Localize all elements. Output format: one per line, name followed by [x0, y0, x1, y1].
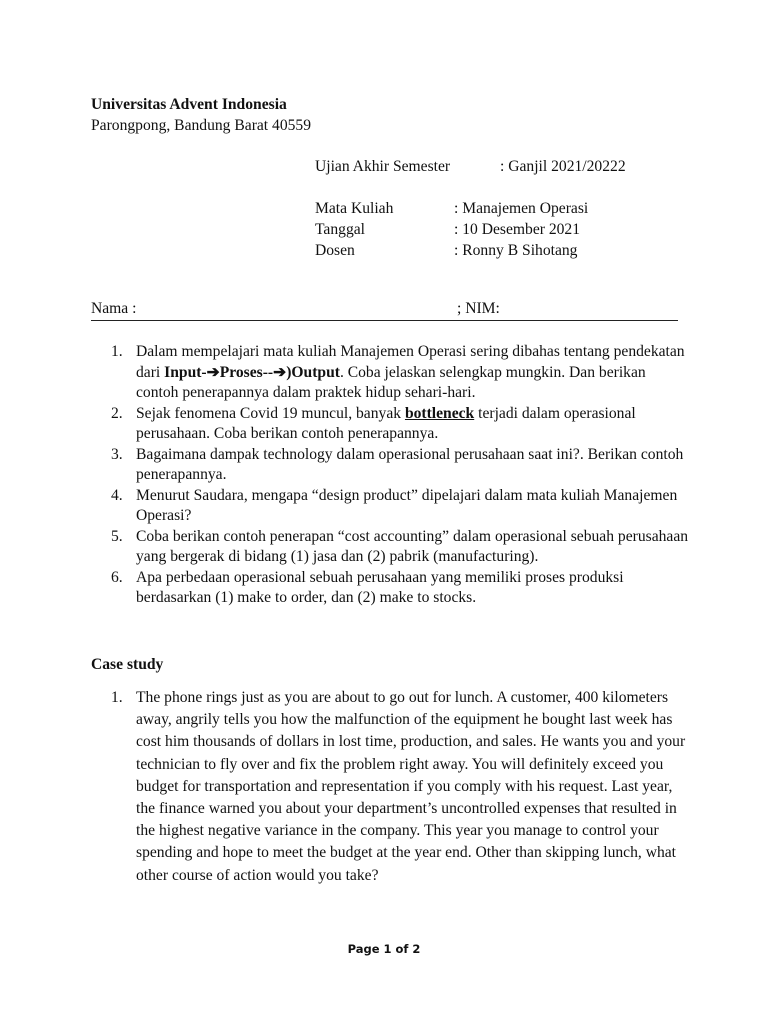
- question-text-part: Menurut Saudara, mengapa “design product” dipelajari dalam mata kuliah Manajemen Operasi?: [136, 486, 678, 524]
- question-text-part: . Coba jelaskan selengkap mungkin. Dan berikan contoh penerapannya dalam praktek hidup sehari-hari.: [136, 363, 646, 401]
- question-item: [90, 527, 690, 568]
- course-value: : Manajemen Operasi: [454, 200, 589, 217]
- case-study-item: [90, 687, 690, 887]
- lecturer-value: : Ronny B Sihotang: [454, 242, 578, 259]
- question-number: 2.: [111, 404, 123, 422]
- university-name: Universitas Advent Indonesia: [91, 96, 287, 113]
- exam-type-label: Ujian Akhir Semester: [315, 158, 451, 175]
- date-value: : 10 Desember 2021: [454, 221, 581, 238]
- bold-term: Input-: [164, 363, 207, 381]
- question-text: [136, 446, 683, 484]
- question-number: 1.: [111, 343, 123, 360]
- question-text-part: Apa perbedaan operasional sebuah perusahaan yang memiliki proses produksi berdasarkan (1) make to order, dan (2) make to stocks.: [136, 568, 624, 606]
- date-label: Tanggal: [315, 221, 366, 238]
- question-list: [90, 342, 690, 609]
- question-item: [90, 568, 690, 609]
- exam-type-row: [315, 156, 626, 177]
- question-text-part: Coba berikan contoh penerapan “cost accounting” dalam operasional sebuah perusahaan yang bergerak di bidang (1) jasa dan (2) pabrik (manufacturing).: [136, 527, 689, 565]
- case-number: 1.: [111, 689, 123, 706]
- bold-term: ➔: [206, 363, 220, 381]
- question-number: 3.: [111, 445, 123, 463]
- bold-term: Proses--: [219, 363, 274, 381]
- university-address: Parongpong, Bandung Barat 40559: [91, 117, 312, 134]
- document-header: [91, 94, 311, 136]
- exam-type-value: : Ganjil 2021/20222: [500, 158, 626, 175]
- exam-info: [315, 156, 626, 261]
- case-text: The phone rings just as you are about to go out for lunch. A customer, 400 kilometers away, angrily tells you how the malfunction of the equipment he bought last week has cost him thousands of dollars in lost time, production, and sales. He wants you and your technician to fly over and fix the problem right away. You will definitely exceed you budget for transportation and representation if you comply with his request. Last year, the finance warned you about your department’s uncontrolled expenses that resulted in the highest negative variance in the company. This year you manage to control your spending and hope to meet the budget at the year end. Other than skipping lunch, what other course of action would you take?: [136, 689, 686, 884]
- question-text-part: Sejak fenomena Covid 19 muncul, banyak: [136, 404, 405, 422]
- nim-label: ; NIM:: [457, 300, 500, 317]
- case-study-list: [90, 687, 690, 887]
- question-text-part: terjadi dalam operasional perusahaan. Coba berikan contoh penerapannya.: [136, 404, 636, 442]
- bold-term: bottleneck: [404, 404, 475, 422]
- question-text: [136, 487, 677, 525]
- bold-term: )Output: [286, 363, 340, 381]
- bold-term: ➔: [273, 363, 287, 381]
- exam-row-date: [315, 219, 626, 240]
- question-number: 4.: [111, 486, 123, 504]
- name-label: Nama :: [91, 300, 137, 317]
- question-text: [136, 528, 688, 566]
- question-text-part: Bagaimana dampak technology dalam operasional perusahaan saat ini?. Berikan contoh penerapannya.: [136, 445, 684, 483]
- question-item: [90, 404, 690, 445]
- exam-row-course: [315, 198, 626, 219]
- question-text: [136, 343, 685, 401]
- case-study-title: Case study: [91, 656, 164, 673]
- student-identity-line: [91, 298, 678, 321]
- page-number: Page 1 of 2: [347, 942, 421, 956]
- question-item: [90, 486, 690, 527]
- question-item: [90, 445, 690, 486]
- question-number: 5.: [111, 527, 123, 545]
- question-text: [136, 569, 624, 607]
- course-label: Mata Kuliah: [315, 200, 394, 217]
- question-text-part: Dalam mempelajari mata kuliah Manajemen Operasi sering dibahas tentang pendekatan dari: [136, 343, 685, 381]
- question-number: 6.: [111, 568, 123, 586]
- question-item: [90, 342, 690, 404]
- exam-row-lecturer: [315, 240, 626, 261]
- lecturer-label: Dosen: [315, 242, 355, 259]
- question-text: [136, 405, 636, 443]
